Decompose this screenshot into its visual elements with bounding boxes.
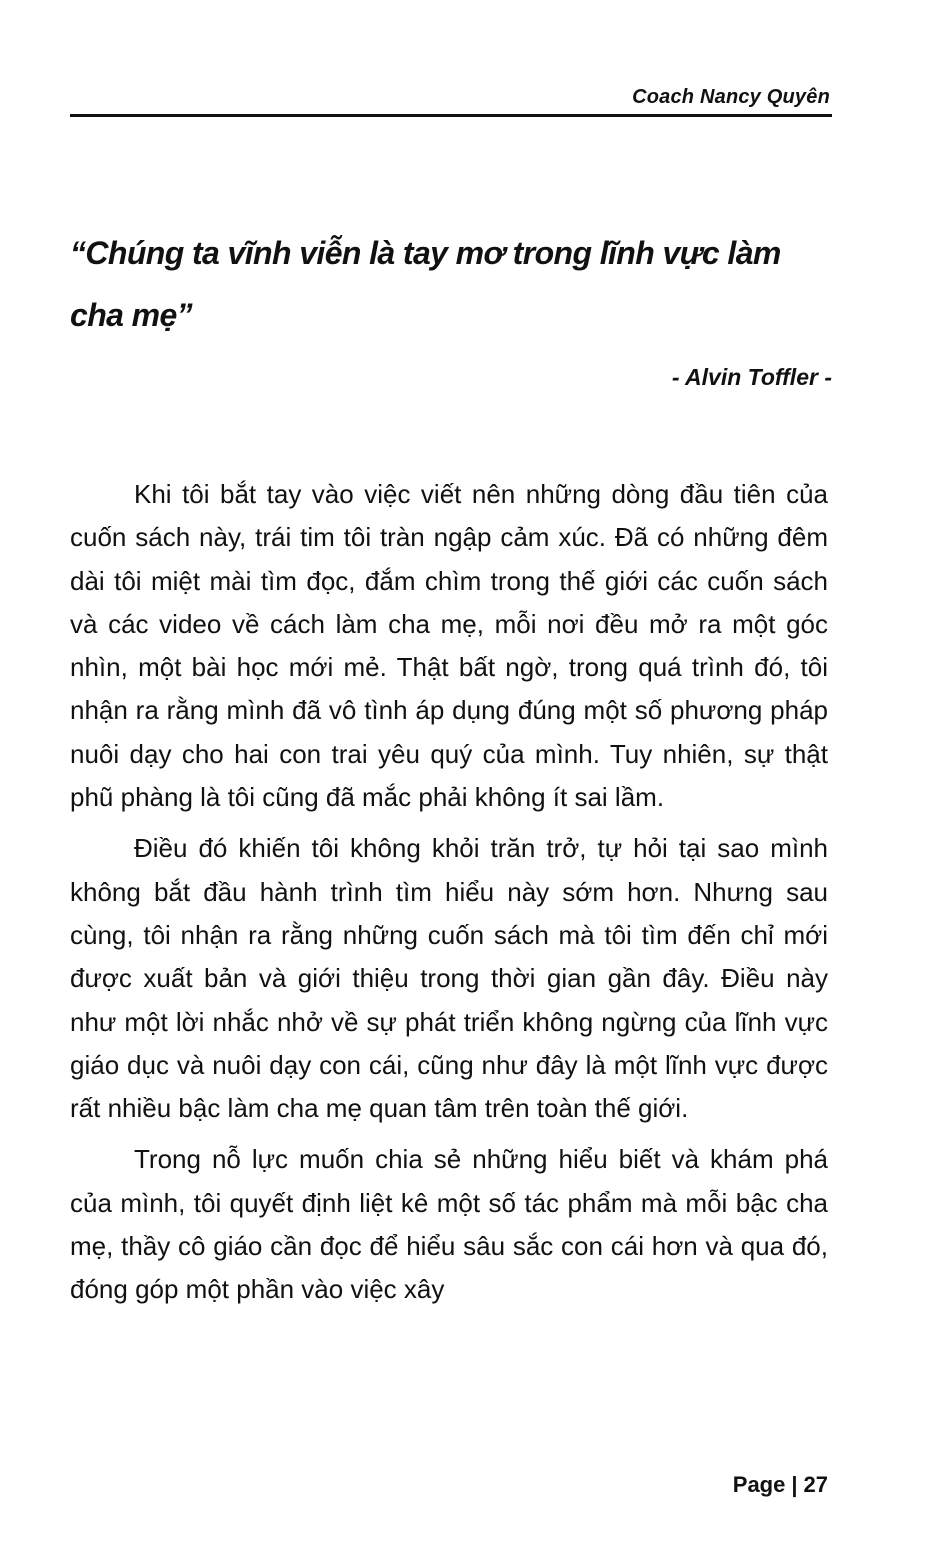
page-number: 27	[803, 1472, 828, 1497]
paragraph: Trong nỗ lực muốn chia sẻ những hiểu biết và khám phá của mình, tôi quyết định liệt kê một số tác phẩm mà mỗi bậc cha mẹ, thầy cô giáo cần đọc để hiểu sâu sắc con cái hơn và qua đó, đóng góp một phần vào việc xây	[70, 1144, 828, 1305]
epigraph-attribution: - Alvin Toffler -	[671, 364, 832, 390]
header-divider	[70, 114, 832, 117]
page-separator: |	[791, 1472, 798, 1497]
paragraph: Khi tôi bắt tay vào việc viết nên những dòng đầu tiên của cuốn sách này, trái tim tôi tràn ngập cảm xúc. Đã có những đêm dài tôi miệt mài tìm đọc, đắm chìm trong thế giới các cuốn sách và các video về cách làm cha mẹ, mỗi nơi đều mở ra một góc nhìn, một bài học mới mẻ. Thật bất ngờ, trong quá trình đó, tôi nhận ra rằng mình đã vô tình áp dụng đúng một số phương pháp nuôi dạy cho hai con trai yêu quý của mình. Tuy nhiên, sự thật phũ phàng là tôi cũng đã mắc phải không ít sai lầm.	[70, 479, 828, 813]
running-header: Coach Nancy Quyên	[632, 86, 830, 108]
body-text	[70, 473, 828, 1320]
paragraph: Điều đó khiến tôi không khỏi trăn trở, tự hỏi tại sao mình không bắt đầu hành trình tìm hiểu này sớm hơn. Nhưng sau cùng, tôi nhận ra rằng những cuốn sách mà tôi tìm đến chỉ mới được xuất bản và giới thiệu trong thời gian gần đây. Điều này như một lời nhắc nhở về sự phát triển không ngừng của lĩnh vực giáo dục và nuôi dạy con cái, cũng như đây là một lĩnh vực được rất nhiều bậc làm cha mẹ quan tâm trên toàn thế giới.	[70, 833, 828, 1124]
page-footer	[733, 1472, 828, 1498]
epigraph-quote: “Chúng ta vĩnh viễn là tay mơ trong lĩnh vực làm cha mẹ”	[70, 235, 781, 333]
page-label: Page	[732, 1472, 786, 1497]
